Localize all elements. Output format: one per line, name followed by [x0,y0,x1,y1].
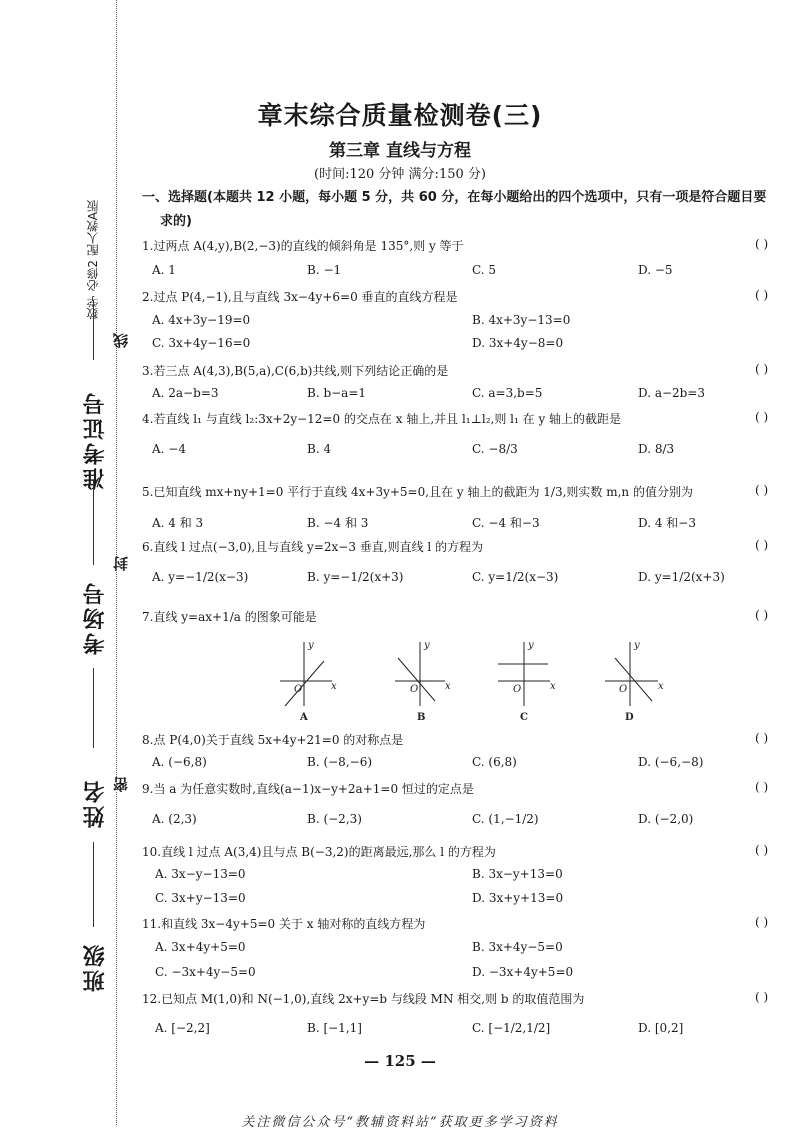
answer-bracket: ( ) [755,483,769,497]
option-a: A. 3x−y−13=0 [155,867,246,881]
sidebar-mark-seal: 封 [112,556,130,571]
question-stem: 3.若三点 A(4,3),B(5,a),C(6,b)共线,则下列结论正确的是 [142,364,449,378]
option-b: B. 3x+4y−5=0 [472,940,563,954]
origin-label: O [513,684,522,695]
option-c: C. 5 [472,263,497,277]
graph-label-c: C [520,712,528,723]
option-d: D. 3x+y+13=0 [472,891,564,905]
question-stem: 12.已知点 M(1,0)和 N(−1,0),直线 2x+y=b 与线段 MN 相交,则 b 的取值范围为 [142,992,585,1006]
option-d: D. 3x+4y−8=0 [472,336,564,350]
sidebar-class-label: 班级 [83,942,108,992]
sidebar-name-label: 姓名 [83,778,108,828]
option-b: B. (−2,3) [307,812,362,826]
question-stem: 10.直线 l 过点 A(3,4)且与点 B(−3,2)的距离最远,那么 l 的方程为 [142,845,496,859]
option-d: D. 4 和−3 [638,516,696,530]
x-axis-label: x [445,681,451,692]
option-c: C. −3x+4y−5=0 [155,965,256,979]
answer-bracket: ( ) [755,288,769,302]
sidebar-underline [93,480,94,565]
chapter-title: 第三章 直线与方程 [329,141,471,161]
option-d: D. (−6,−8) [638,755,704,769]
option-a: A. 4 和 3 [152,516,204,530]
page-number: — 125 — [364,1052,436,1070]
option-c: C. [−1/2,1/2] [472,1021,551,1035]
question-stem: 6.直线 l 过点(−3,0),且与直线 y=2x−3 垂直,则直线 l 的方程为 [142,540,484,554]
option-b: B. [−1,1] [307,1021,362,1035]
option-d: D. [0,2] [638,1021,684,1035]
line-graph-options [280,636,680,726]
question-stem: 7.直线 y=ax+1/a 的图象可能是 [142,610,317,624]
graph-c [498,642,550,706]
option-d: D. −5 [638,263,673,277]
section-instructions-cont: 求的) [160,214,192,229]
question-stem: 8.点 P(4,0)关于直线 5x+4y+21=0 的对称点是 [142,733,404,747]
option-d: D. a−2b=3 [638,386,706,400]
origin-label: O [410,684,419,695]
graph-a [280,642,332,706]
option-a: A. [−2,2] [155,1021,210,1035]
sidebar-mark-line: 线 [112,333,130,348]
option-d: D. 8/3 [638,442,675,456]
sidebar-exam-id-label: 准考证号 [83,390,108,490]
origin-label: O [619,684,628,695]
answer-bracket: ( ) [755,410,769,424]
sidebar-underline [93,842,94,927]
option-d: D. (−2,0) [638,812,694,826]
option-b: B. −1 [307,263,342,277]
option-c: C. 3x+y−13=0 [155,891,246,905]
answer-bracket: ( ) [755,731,769,745]
sidebar-room-label: 考场号 [83,580,108,655]
graph-label-d: D [625,712,634,723]
y-axis-label: y [528,640,534,651]
graph-label-a: A [300,712,308,723]
option-b: B. (−8,−6) [307,755,373,769]
y-axis-label: y [308,640,314,651]
answer-bracket: ( ) [755,990,769,1004]
option-a: A. 1 [152,263,176,277]
option-c: C. y=1/2(x−3) [472,570,559,584]
option-b: B. 4 [307,442,332,456]
answer-bracket: ( ) [755,915,769,929]
graph-label-b: B [417,712,426,723]
y-axis-label: y [634,640,640,651]
answer-bracket: ( ) [755,237,769,251]
x-axis-label: x [658,681,664,692]
option-b: B. y=−1/2(x+3) [307,570,404,584]
answer-bracket: ( ) [755,843,769,857]
sidebar-underline [93,300,94,360]
sidebar-underline [93,668,94,748]
graph-b [395,642,445,706]
option-b: B. −4 和 3 [307,516,369,530]
option-a: A. −4 [152,442,186,456]
option-b: B. 3x−y+13=0 [472,867,563,881]
option-c: C. (1,−1/2) [472,812,539,826]
x-axis-label: x [331,681,337,692]
option-a: A. (2,3) [152,812,197,826]
option-b: B. 4x+3y−13=0 [472,313,571,327]
option-a: A. 3x+4y+5=0 [155,940,246,954]
exam-info: (时间:120 分钟 满分:150 分) [314,167,486,182]
option-c: C. 3x+4y−16=0 [152,336,251,350]
sidebar-mark-secret: 密 [112,777,130,792]
y-axis-label: y [424,640,430,651]
page-title: 章末综合质量检测卷(三) [257,101,543,130]
answer-bracket: ( ) [755,362,769,376]
option-a: A. 4x+3y−19=0 [152,313,251,327]
footer-note: 关注微信公众号“教辅资料站”获取更多学习资料 [241,1115,559,1130]
option-c: C. a=3,b=5 [472,386,543,400]
section-instructions: 一、选择题(本题共 12 小题，每小题 5 分，共 60 分，在每小题给出的四个选项中，只有一项是符合题目要 [142,190,767,205]
option-b: B. b−a=1 [307,386,367,400]
option-d: D. y=1/2(x+3) [638,570,725,584]
question-stem: 4.若直线 l₁ 与直线 l₂:3x+2y−12=0 的交点在 x 轴上,并且 l₁⊥l₂,则 l₁ 在 y 轴上的截距是 [142,412,622,426]
option-a: A. y=−1/2(x−3) [152,570,249,584]
question-stem: 11.和直线 3x−4y+5=0 关于 x 轴对称的直线方程为 [142,917,426,931]
option-c: C. (6,8) [472,755,517,769]
answer-bracket: ( ) [755,538,769,552]
answer-bracket: ( ) [755,608,769,622]
question-stem: 2.过点 P(4,−1),且与直线 3x−4y+6=0 垂直的直线方程是 [142,290,458,304]
origin-label: O [294,684,303,695]
question-stem: 5.已知直线 mx+ny+1=0 平行于直线 4x+3y+5=0,且在 y 轴上的截距为 1/3,则实数 m,n 的值分别为 [142,485,693,499]
graph-d [605,642,658,706]
x-axis-label: x [550,681,556,692]
answer-bracket: ( ) [755,780,769,794]
option-d: D. −3x+4y+5=0 [472,965,574,979]
option-a: A. (−6,8) [152,755,207,769]
option-c: C. −8/3 [472,442,518,456]
option-c: C. −4 和−3 [472,516,540,530]
question-stem: 1.过两点 A(4,y),B(2,−3)的直线的倾斜角是 135°,则 y 等于 [142,239,464,253]
option-a: A. 2a−b=3 [152,386,219,400]
sidebar-subject: 数学 必修2 配人教A版 [86,200,100,320]
question-stem: 9.当 a 为任意实数时,直线(a−1)x−y+2a+1=0 恒过的定点是 [142,782,474,796]
